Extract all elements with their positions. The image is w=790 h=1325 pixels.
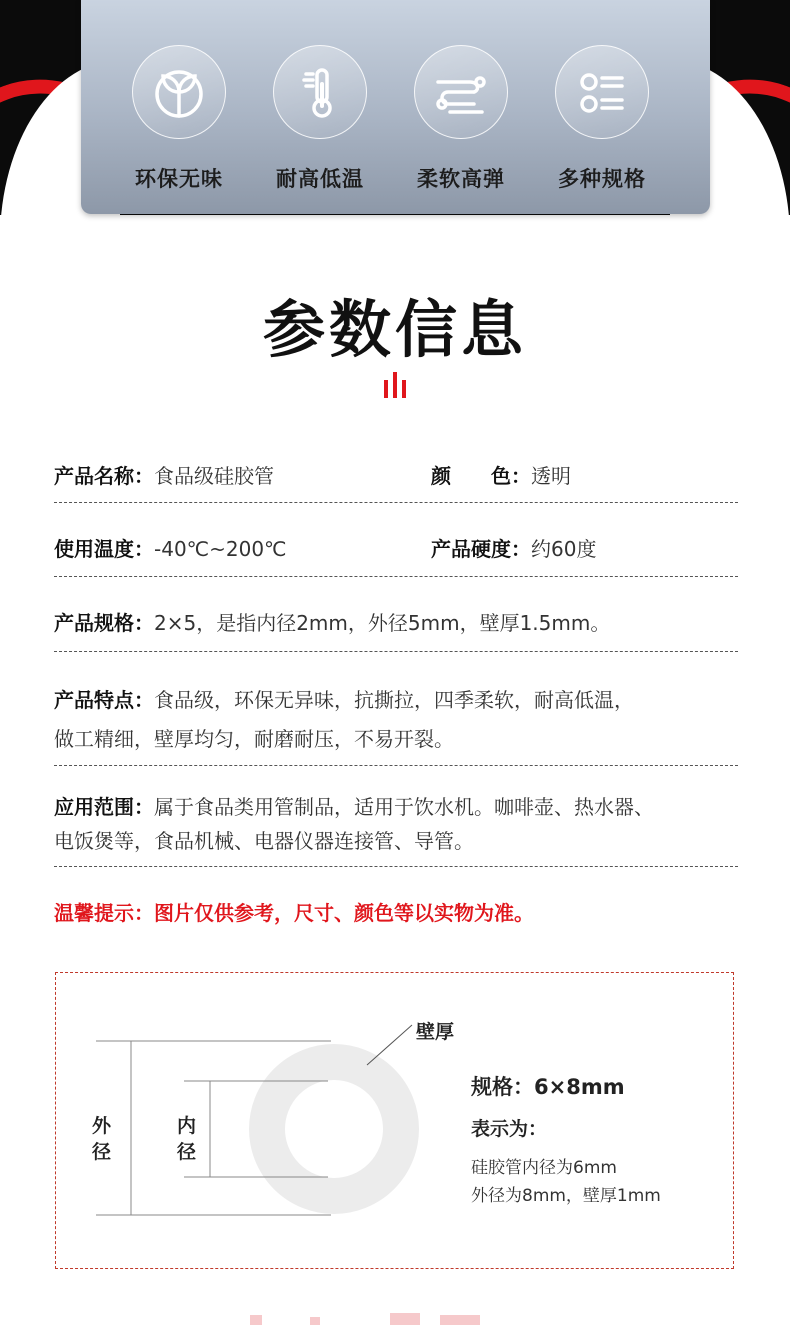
feature-label: 柔软高弹 (417, 167, 505, 191)
outer-diameter-label: 径 (92, 1141, 112, 1163)
param-value: 属于食品类用管制品，适用于饮水机。咖啡壶、热水器、 (154, 795, 654, 819)
feature-label: 耐高低温 (276, 167, 364, 191)
param-key: 颜 色： (431, 464, 531, 488)
param-key: 产品规格： (54, 611, 154, 635)
warning-text: 温馨提示：图片仅供参考，尺寸、颜色等以实物为准。 (54, 901, 534, 925)
param-row (54, 576, 738, 652)
feature-item (401, 45, 521, 193)
param-value: 透明 (531, 464, 571, 488)
section-title: 参数信息 (262, 293, 527, 366)
feature-label: 环保无味 (135, 167, 223, 191)
wall-thickness-label: 壁厚 (416, 1021, 455, 1043)
param-key: 应用范围： (54, 795, 154, 819)
means-title: 表示为： (471, 1118, 548, 1140)
param-value: 电饭煲等，食品机械、电器仪器连接管、导管。 (54, 829, 474, 853)
feature-label: 多种规格 (558, 167, 646, 191)
inner-diameter-label: 径 (177, 1141, 197, 1163)
param-row (54, 448, 738, 503)
param-value: -40℃~200℃ (154, 537, 287, 561)
spec-title: 规格：6×8mm (471, 1075, 625, 1099)
param-value: 食品级，环保无异味，抗撕拉，四季柔软，耐高低温， (154, 688, 634, 712)
param-row (54, 765, 738, 867)
param-key: 使用温度： (54, 537, 154, 561)
param-key: 产品硬度： (431, 537, 531, 561)
wave-icon (414, 45, 508, 139)
title-decoration-icon (383, 372, 407, 400)
tube-cross-section (56, 973, 735, 1270)
feature-item (542, 45, 662, 193)
param-value: 做工精细，壁厚均匀，耐磨耐压，不易开裂。 (54, 727, 454, 751)
param-value: 食品级硅胶管 (154, 464, 274, 488)
param-key: 产品特点： (54, 688, 154, 712)
param-row (54, 502, 738, 577)
thermometer-icon (273, 45, 367, 139)
leaf-icon (132, 45, 226, 139)
param-value: 2×5，是指内径2mm，外径5mm，壁厚1.5mm。 (154, 611, 611, 635)
inner-diameter-label: 内 (177, 1115, 197, 1137)
feature-item (119, 45, 239, 193)
size-diagram (55, 972, 734, 1269)
spec-desc: 外径为8mm，壁厚1mm (471, 1186, 661, 1206)
feature-panel (81, 0, 710, 214)
param-value: 约60度 (531, 537, 597, 561)
param-row (54, 651, 738, 766)
param-key: 产品名称： (54, 464, 154, 488)
outer-diameter-label: 外 (92, 1115, 112, 1137)
bottom-decoration (240, 1305, 540, 1325)
grid-list-icon (555, 45, 649, 139)
spec-desc: 硅胶管内径为6mm (471, 1158, 617, 1178)
feature-item (260, 45, 380, 193)
